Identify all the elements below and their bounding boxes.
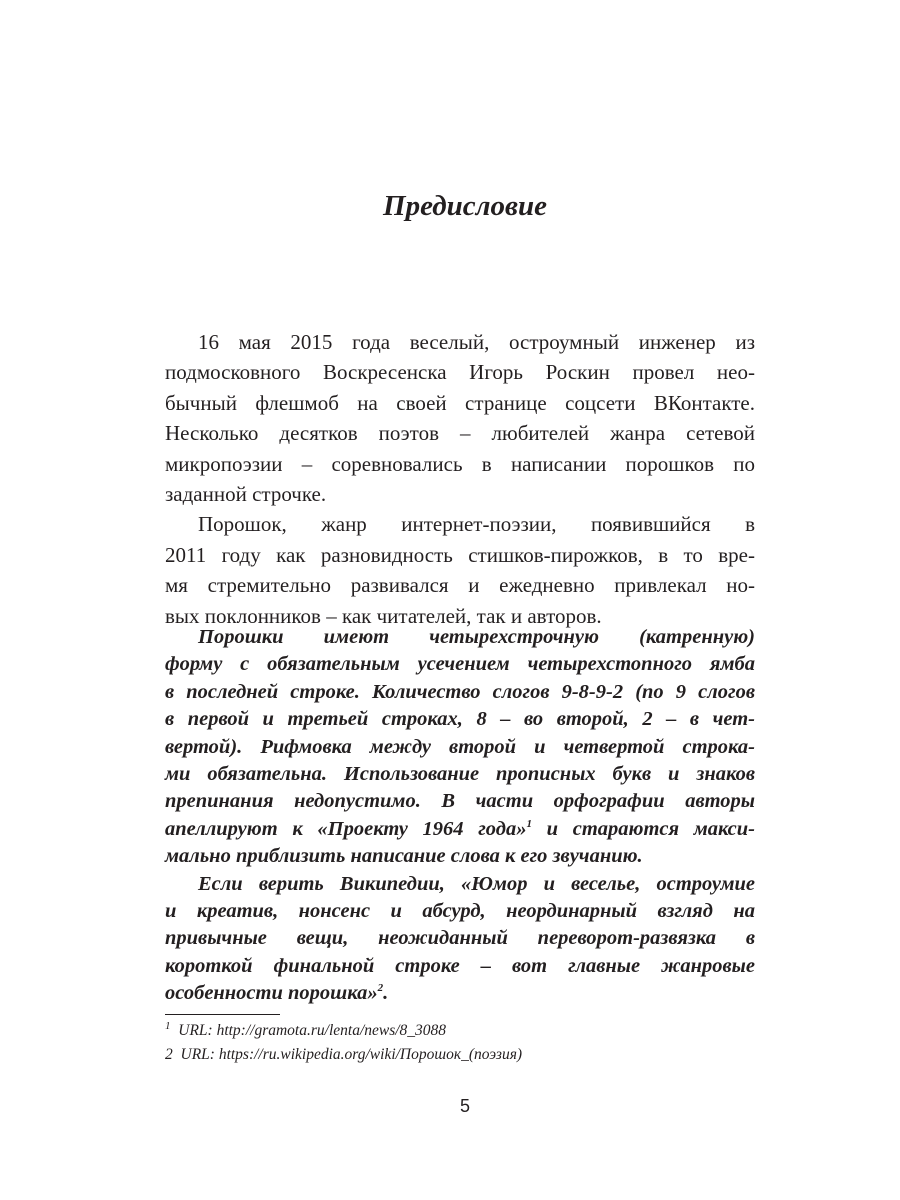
text-line [165, 816, 755, 843]
text-line: вых поклонников – как читателей, так и авторов. [165, 603, 602, 628]
footnote-link[interactable]: URL: http://gramota.ru/lenta/news/8_3088 [178, 1022, 447, 1039]
footnote-1 [165, 1019, 522, 1043]
text-line: в последней строке. Количество слогов 9-8-9-2 (по 9 слогов [165, 680, 755, 703]
footnote-marker: 2 [165, 1046, 173, 1063]
footnote-marker: 1 [165, 1019, 171, 1032]
footnote-ref-2[interactable]: 2 [377, 982, 384, 995]
body-text [165, 327, 755, 631]
text-line: подмосковного Воскресенска Игорь Роскин провел нео- [165, 360, 755, 385]
text-line: и креатив, нонсенс и абсурд, неординарный взгляд на [165, 900, 755, 923]
text-line: короткой финальной строке – вот главные жанровые [165, 954, 755, 977]
text-line: форму с обязательным усечением четырехстопного ямба [165, 653, 755, 676]
text-line: мя стремительно развивался и ежедневно привлекал но- [165, 573, 755, 598]
text-line: ми обязательна. Использование прописных букв и знаков [165, 763, 755, 786]
text-line: Несколько десятков поэтов – любителей жанра сетевой [165, 421, 755, 446]
text-span: . [383, 982, 389, 1005]
text-line [165, 980, 755, 1007]
footnotes [165, 1019, 522, 1067]
footnote-ref-1[interactable]: 1 [526, 818, 532, 831]
footnote-link[interactable]: URL: https://ru.wikipedia.org/wiki/Порошок_(поэзия) [180, 1046, 523, 1063]
text-line: препинания недопустимо. В части орфографии авторы [165, 790, 755, 813]
text-line: Порошки имеют четырехстрочную (катренную) [198, 626, 755, 648]
text-line: в первой и третьей строках, 8 – во второй, 2 – в чет- [165, 708, 755, 731]
text-line: бычный флешмоб на своей странице соцсети ВКонтакте. [165, 390, 755, 415]
text-line: Если верить Википедии, «Юмор и веселье, остроумие [198, 872, 755, 895]
text-line: вертой). Рифмовка между второй и четвертой строка- [165, 735, 755, 758]
page-number: 5 [459, 1096, 470, 1116]
text-line: 2011 году как разновидность стишков-пирожков, в то вре- [165, 542, 755, 567]
highlighted-text [165, 624, 755, 1008]
text-span: и стараются макси- [531, 817, 755, 840]
text-line: микропоэзии – соревновались в написании порошков по [165, 451, 755, 476]
text-line: заданной строчке. [165, 482, 327, 507]
text-span: особенности порошка» [165, 982, 378, 1005]
text-span: апеллируют к «Проекту 1964 года» [165, 817, 527, 840]
footnote-divider [165, 1014, 280, 1015]
text-line: Порошок, жанр интернет-поэзии, появившийся в [198, 512, 755, 537]
footnote-2 [165, 1043, 522, 1067]
page-title: Предисловие [383, 190, 547, 222]
text-line: 16 мая 2015 года веселый, остроумный инженер из [198, 330, 755, 354]
text-line: мально приблизить написание слова к его звучанию. [165, 845, 643, 868]
text-line: привычные вещи, неожиданный переворот-развязка в [165, 927, 755, 950]
